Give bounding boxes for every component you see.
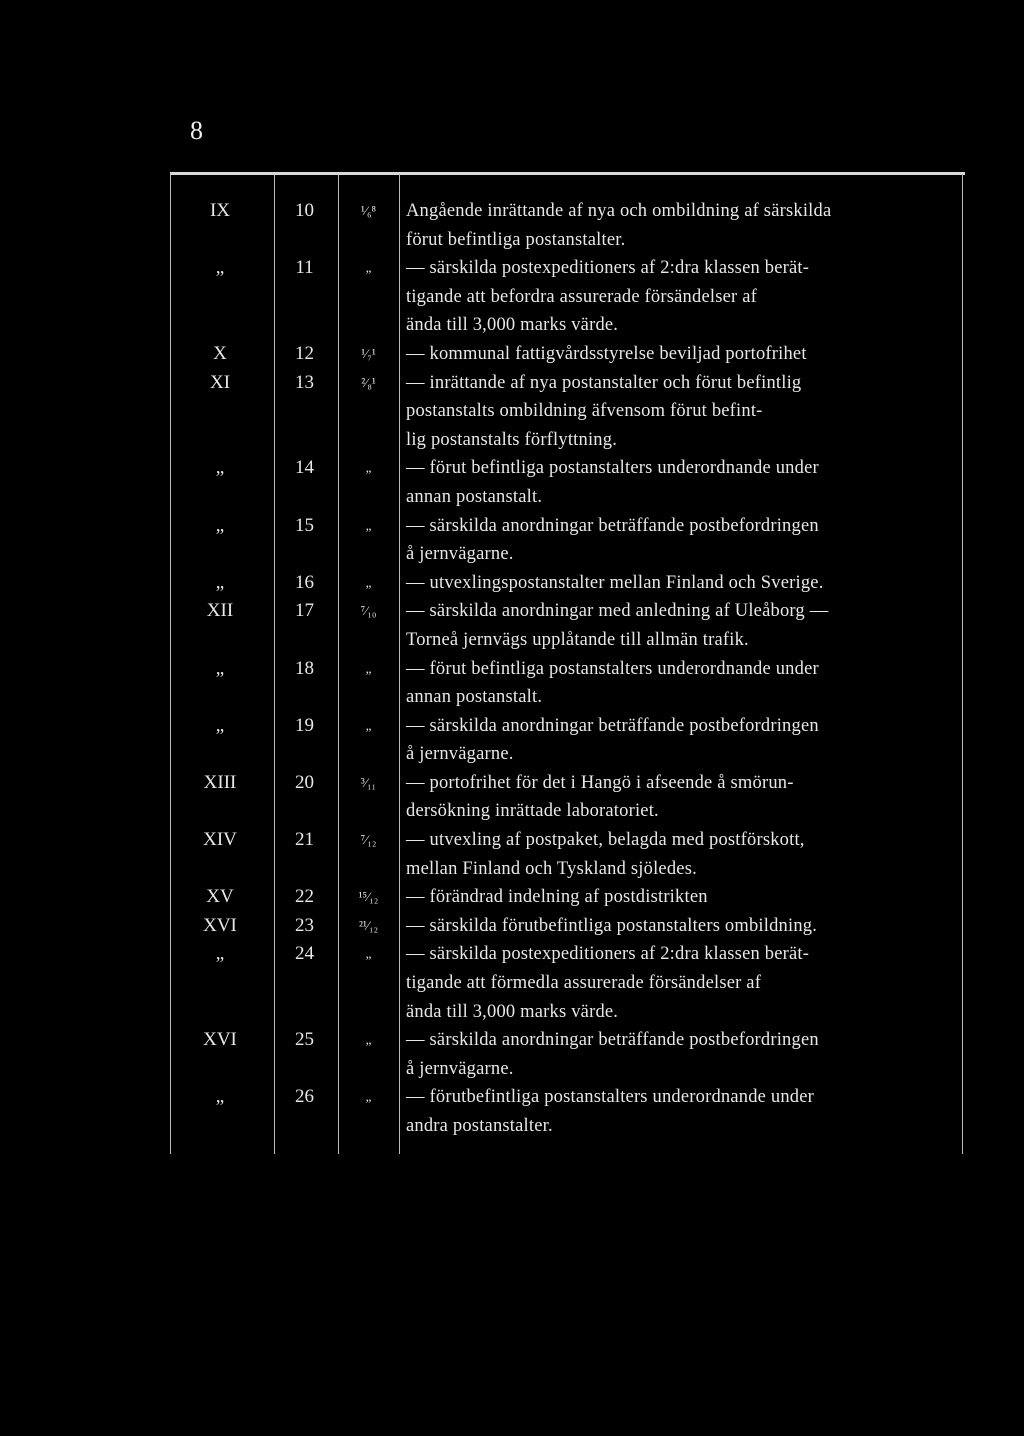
table-row [168, 512, 968, 569]
number-cell: 13 [295, 371, 314, 393]
table-row [168, 597, 968, 654]
description-cell [400, 340, 958, 369]
number-cell: 24 [295, 943, 314, 965]
number-cell: 22 [295, 886, 314, 908]
table-row [168, 912, 968, 941]
description-cell [400, 454, 958, 511]
description-cell [400, 769, 958, 826]
description-cell [400, 655, 958, 712]
reference-cell: ²¹⁄₁₂ [358, 917, 379, 933]
number-cell: 15 [295, 514, 314, 536]
section-cell: „ [215, 457, 225, 479]
description-line: Angående inrättande af nya och ombildning af särskilda [406, 201, 832, 221]
description-cell [400, 197, 958, 254]
page-number: 8 [190, 116, 203, 145]
reference-cell: „ [365, 260, 372, 276]
table-row [168, 940, 968, 1026]
section-cell: X [213, 342, 227, 364]
reference-cell: „ [365, 946, 372, 962]
section-cell: XV [206, 886, 234, 908]
section-cell: „ [215, 657, 225, 679]
section-cell: „ [215, 943, 225, 965]
number-cell: 12 [295, 342, 314, 364]
description-cell [400, 597, 958, 654]
table-row [168, 1083, 968, 1140]
table-row [168, 655, 968, 712]
table-row [168, 369, 968, 455]
description-line: — utvexlingspostanstalter mellan Finland och Sverige. [406, 572, 824, 593]
description-cell [400, 712, 958, 769]
description-line: — särskilda anordningar beträffande postbefordringen [406, 1030, 819, 1051]
number-cell: 26 [295, 1086, 314, 1108]
section-cell: XVI [203, 914, 237, 936]
reference-cell: ²⁄₈¹ [361, 374, 376, 390]
description-cell [400, 512, 958, 569]
description-line: mellan Finland och Tyskland sjöledes. [406, 858, 697, 879]
number-cell: 17 [295, 600, 314, 622]
table-row [168, 712, 968, 769]
description-line: — inrättande af nya postanstalter och förut befintlig [406, 372, 802, 393]
table-row [168, 340, 968, 369]
section-cell: „ [215, 257, 225, 279]
description-line: — särskilda anordningar beträffande postbefordringen [406, 715, 819, 736]
table-row [168, 454, 968, 511]
number-cell: 20 [295, 771, 314, 793]
description-cell [400, 1026, 958, 1083]
table-row [168, 769, 968, 826]
section-cell: „ [215, 714, 225, 736]
table-body [168, 197, 968, 1141]
number-cell: 11 [295, 257, 314, 279]
description-line: dersökning inrättade laboratoriet. [406, 801, 659, 822]
description-line: Torneå jernvägs upplåtande till allmän trafik. [406, 629, 749, 650]
description-line: — förändrad indelning af postdistrikten [406, 887, 708, 908]
reference-cell: „ [365, 1089, 372, 1105]
reference-cell: ¹⁵⁄₁₂ [358, 889, 379, 905]
description-line: förut befintliga postanstalter. [406, 229, 626, 250]
description-line: — förut befintliga postanstalters underordnande under [406, 458, 819, 479]
table-row [168, 254, 968, 340]
description-cell [400, 912, 958, 941]
table-row [168, 197, 968, 254]
description-line: — särskilda förutbefintliga postanstalters ombildning. [406, 915, 818, 936]
description-line: — särskilda postexpeditioners af 2:dra klassen berät- [406, 944, 810, 965]
section-cell: „ [215, 1086, 225, 1108]
number-cell: 25 [295, 1029, 314, 1051]
reference-cell: „ [365, 574, 372, 590]
description-line: postanstalts ombildning äfvensom förut befint- [406, 401, 763, 422]
reference-cell: „ [365, 717, 372, 733]
description-cell [400, 1083, 958, 1140]
number-cell: 10 [295, 200, 314, 221]
description-cell [400, 940, 958, 1026]
description-line: å jernvägarne. [406, 544, 514, 565]
description-line: tigande att befordra assurerade försändelser af [406, 286, 757, 307]
reference-cell: „ [365, 660, 372, 676]
table-row [168, 1026, 968, 1083]
reference-cell: „ [365, 1032, 372, 1048]
number-cell: 23 [295, 914, 314, 936]
number-cell: 19 [295, 714, 314, 736]
number-cell: 16 [295, 571, 314, 593]
reference-cell: ⁷⁄₁₀ [360, 603, 377, 619]
section-cell: XIII [203, 771, 237, 793]
section-cell: XII [206, 600, 234, 622]
section-cell: „ [215, 571, 225, 593]
section-cell: XI [209, 371, 231, 393]
section-cell: IX [209, 200, 231, 221]
description-line: annan postanstalt. [406, 687, 543, 708]
description-cell [400, 369, 958, 455]
description-line: — utvexling af postpaket, belagda med postförskott, [406, 830, 805, 851]
description-line: ända till 3,000 marks värde. [406, 1001, 619, 1022]
description-line: — förut befintliga postanstalters underordnande under [406, 658, 819, 679]
reference-cell: „ [365, 460, 372, 476]
table-row [168, 569, 968, 598]
number-cell: 18 [295, 657, 314, 679]
description-line: — särskilda anordningar med anledning af Uleåborg — [406, 601, 829, 622]
table-top-rule [170, 172, 965, 175]
description-line: — särskilda anordningar beträffande postbefordringen [406, 515, 819, 536]
number-cell: 21 [295, 829, 314, 851]
table-row [168, 883, 968, 912]
description-cell [400, 883, 958, 912]
description-line: å jernvägarne. [406, 744, 514, 765]
section-cell: XVI [203, 1029, 237, 1051]
section-cell: XIV [203, 829, 237, 851]
number-cell: 14 [295, 457, 314, 479]
description-line: — särskilda postexpeditioners af 2:dra klassen berät- [406, 258, 810, 279]
reference-cell: ³⁄₁₁ [360, 774, 377, 790]
reference-cell: ¹⁄₆⁸ [360, 203, 377, 218]
description-line: andra postanstalter. [406, 1116, 553, 1136]
description-line: — förutbefintliga postanstalters underordnande under [406, 1087, 815, 1108]
description-line: — portofrihet för det i Hangö i afseende å smörun- [406, 772, 794, 793]
description-line: ända till 3,000 marks värde. [406, 315, 619, 336]
description-line: — kommunal fattigvårdsstyrelse beviljad portofrihet [406, 343, 807, 364]
section-cell: „ [215, 514, 225, 536]
description-cell [400, 254, 958, 340]
reference-cell: ⁷⁄₁₂ [360, 832, 377, 848]
reference-cell: „ [365, 517, 372, 533]
reference-cell: ¹⁄₇¹ [361, 345, 376, 361]
description-line: å jernvägarne. [406, 1058, 514, 1079]
description-line: tigande att förmedla assurerade försändelser af [406, 973, 762, 994]
description-cell [400, 826, 958, 883]
description-line: annan postanstalt. [406, 486, 543, 507]
table-row [168, 826, 968, 883]
description-cell [400, 569, 958, 598]
description-line: lig postanstalts förflyttning. [406, 429, 618, 450]
